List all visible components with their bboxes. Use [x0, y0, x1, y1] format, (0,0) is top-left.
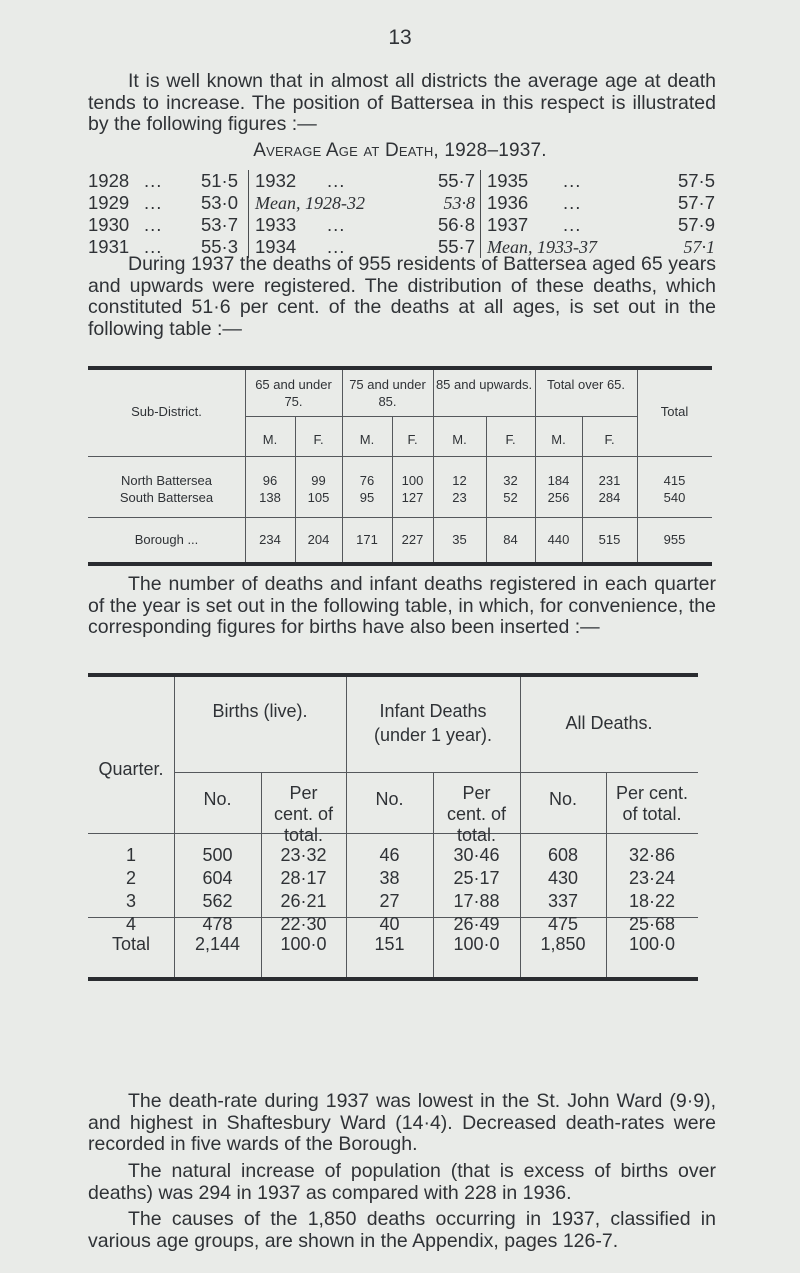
age-row — [249, 214, 481, 236]
table-cell: 95 — [359, 490, 375, 505]
age-row — [88, 170, 248, 192]
page-number: 13 — [388, 26, 412, 49]
table-cell: 52 — [503, 490, 518, 505]
borough-label: Borough ... — [134, 532, 199, 547]
quarterly-deaths-table — [88, 673, 698, 981]
leader-dots: ... — [144, 236, 163, 257]
table-cell: 40 — [379, 914, 400, 934]
quarter-header: Quarter. — [98, 759, 164, 779]
table-cell: 32·86 — [628, 845, 676, 865]
table-cell: 22·30 — [280, 914, 327, 934]
age-value: 55·7 — [437, 170, 475, 191]
table-cell: 415 — [663, 473, 686, 488]
table-cell: 25·68 — [628, 914, 676, 934]
percent-header: Per cent. of total. — [615, 783, 689, 824]
total-cell: 100·0 — [628, 934, 676, 954]
table-cell: 99 — [311, 473, 326, 488]
table-cell: 17·88 — [453, 891, 500, 911]
age-row — [249, 170, 481, 192]
table-cell: 256 — [547, 490, 570, 505]
table-cell: 18·22 — [628, 891, 676, 911]
age-year: 1933 — [255, 214, 297, 235]
number-header: No. — [203, 789, 232, 809]
table-cell: 76 — [359, 473, 375, 488]
births-header: Births (live). — [212, 701, 308, 721]
age-row — [481, 214, 721, 236]
table-cell: 32 — [503, 473, 518, 488]
table-cell: 475 — [547, 914, 579, 934]
table-cell: 478 — [202, 914, 233, 934]
age-value: 57·5 — [677, 170, 715, 191]
age-value: 51·5 — [200, 170, 238, 191]
caption-title: Average Age at Death, — [253, 140, 439, 161]
total-cell: 2,144 — [194, 934, 241, 954]
age-year: 1929 — [88, 192, 130, 213]
table-cell: 28·17 — [280, 868, 327, 888]
percent-header: Per cent. of total. — [273, 783, 334, 845]
table-cell: 562 — [202, 891, 233, 911]
age-row — [88, 214, 248, 236]
header-rule — [245, 416, 637, 417]
age-value: 57·7 — [677, 192, 715, 213]
age-value: 55·3 — [200, 236, 238, 257]
male-header: M. — [359, 432, 375, 447]
age-year: 1932 — [255, 170, 297, 191]
quarterly-intro-paragraph: The number of deaths and infant deaths registered in each quarter of the year is set out in the following table, in which, for convenience, the corresponding figures for births have also been inserted :— — [88, 573, 716, 638]
sub-district-header: Sub-District. — [131, 404, 202, 419]
female-header: F. — [604, 432, 615, 447]
leader-dots: ... — [563, 214, 582, 235]
female-header: F. — [407, 432, 418, 447]
table-cell: 430 — [547, 868, 579, 888]
age-mean-value: 57·1 — [683, 237, 715, 257]
table-cell: 23·24 — [628, 868, 676, 888]
borough-rule — [88, 517, 712, 518]
table-cell: 46 — [379, 845, 400, 865]
male-header: M. — [452, 432, 467, 447]
table-cell: 284 — [598, 490, 621, 505]
age-mean-row — [249, 192, 481, 214]
total-label: Total — [111, 934, 151, 954]
leader-dots: ... — [327, 236, 346, 257]
borough-cell: 515 — [598, 532, 621, 547]
male-header: M. — [262, 432, 278, 447]
causes-paragraph: The causes of the 1,850 deaths occurring in 1937, classified in various age groups, are shown in the Appendix, pages 126-7. — [88, 1208, 716, 1252]
age-value: 56·8 — [437, 214, 475, 235]
leader-dots: ... — [327, 170, 346, 191]
number-header: No. — [375, 789, 404, 809]
total-cell: 1,850 — [540, 934, 586, 954]
quarter-label: 1 — [125, 845, 136, 865]
table-cell: 26·21 — [280, 891, 327, 911]
age-year: 1928 — [88, 170, 130, 191]
average-age-caption — [0, 140, 800, 162]
table-cell: 604 — [202, 868, 233, 888]
borough-cell: 35 — [452, 532, 467, 547]
quarter-label: 2 — [125, 868, 136, 888]
age-column-2 — [248, 170, 481, 258]
table-cell: 337 — [547, 891, 579, 911]
male-header: M. — [551, 432, 566, 447]
infant-deaths-header: Infant Deaths (under 1 year). — [373, 701, 493, 745]
header-bottom-rule — [88, 833, 698, 834]
table-cell: 25·17 — [453, 868, 500, 888]
age-year: 1936 — [487, 192, 529, 213]
average-age-grid — [88, 170, 720, 258]
leader-dots: ... — [563, 170, 582, 191]
age-column-1 — [88, 170, 248, 258]
age-group-header: 65 and under 75. — [255, 377, 332, 409]
borough-cell: 955 — [663, 532, 686, 547]
all-deaths-header: All Deaths. — [565, 713, 653, 733]
table-cell: 231 — [598, 473, 621, 488]
caption-years: 1928–1937. — [444, 140, 547, 161]
female-header: F. — [313, 432, 324, 447]
table-row-label: North Battersea — [120, 473, 213, 488]
header-rule — [174, 772, 698, 773]
age-value: 53·0 — [200, 192, 238, 213]
borough-cell: 227 — [401, 532, 424, 547]
borough-cell: 84 — [503, 532, 518, 547]
table-cell: 96 — [262, 473, 278, 488]
borough-cell: 171 — [356, 532, 378, 547]
leader-dots: ... — [144, 170, 163, 191]
age-value: 53·7 — [200, 214, 238, 235]
age-value: 55·7 — [437, 236, 475, 257]
borough-cell: 204 — [307, 532, 330, 547]
age-group-header: 75 and under 85. — [349, 377, 426, 409]
age-year: 1937 — [487, 214, 529, 235]
total-cell: 100·0 — [453, 934, 500, 954]
female-header: F. — [505, 432, 516, 447]
borough-cell: 234 — [259, 532, 281, 547]
age-row — [481, 170, 721, 192]
deaths-by-age-table — [88, 366, 712, 566]
age-group-header: Total over 65. — [546, 377, 626, 392]
age-year: 1930 — [88, 214, 130, 235]
borough-cell: 440 — [547, 532, 570, 547]
age-year: 1931 — [88, 236, 130, 257]
quarter-label: 3 — [125, 891, 136, 911]
total-cell: 151 — [374, 934, 405, 954]
age-mean-label: Mean, 1928-32 — [255, 193, 365, 213]
table-cell: 608 — [547, 845, 579, 865]
leader-dots: ... — [144, 214, 163, 235]
age-group-header: 85 and upwards. — [435, 377, 533, 392]
table-cell: 184 — [547, 473, 570, 488]
table-cell: 12 — [452, 473, 467, 488]
deaths-65-paragraph: During 1937 the deaths of 955 residents of Battersea aged 65 years and upwards were registered. The distribution of these deaths, which constituted 51·6 per cent. of the deaths at all ages, is set out in the following table :— — [88, 253, 716, 340]
table-cell: 27 — [379, 891, 400, 911]
table-row-label: South Battersea — [119, 490, 214, 505]
age-mean-value: 53·8 — [443, 193, 475, 213]
total-cell: 100·0 — [280, 934, 327, 954]
intro-paragraph: It is well known that in almost all districts the average age at death tends to increase. The position of Battersea in this respect is illustrated by the following figures :— — [88, 70, 716, 135]
age-year: 1935 — [487, 170, 529, 191]
natural-increase-paragraph: The natural increase of population (that is excess of births over deaths) was 294 in 1937 as compared with 228 in 1936. — [88, 1160, 716, 1204]
age-mean-label: Mean, 1933-37 — [487, 237, 597, 257]
table-cell: 105 — [307, 490, 330, 505]
table-cell: 100 — [401, 473, 424, 488]
percent-header: Per cent. of total. — [446, 783, 507, 845]
table-cell: 38 — [379, 868, 400, 888]
age-year: 1934 — [255, 236, 297, 257]
death-rate-paragraph: The death-rate during 1937 was lowest in the St. John Ward (9·9), and highest in Shaftesbury Ward (14·4). Decreased death-rates were recorded in five wards of the Borough. — [88, 1090, 716, 1155]
leader-dots: ... — [563, 192, 582, 213]
age-value: 57·9 — [677, 214, 715, 235]
number-header: No. — [548, 789, 577, 809]
total-header: Total — [660, 404, 689, 419]
leader-dots: ... — [327, 214, 346, 235]
table-cell: 30·46 — [453, 845, 500, 865]
table-cell: 23·32 — [280, 845, 327, 865]
age-row — [88, 192, 248, 214]
table-cell: 540 — [663, 490, 686, 505]
age-column-3 — [480, 170, 721, 258]
leader-dots: ... — [144, 192, 163, 213]
age-row — [481, 192, 721, 214]
table-cell: 500 — [202, 845, 233, 865]
table-cell: 23 — [452, 490, 467, 505]
table-cell: 138 — [259, 490, 281, 505]
header-bottom-rule — [88, 456, 712, 457]
table-cell: 127 — [401, 490, 424, 505]
quarter-label: 4 — [125, 914, 136, 934]
table-cell: 26·49 — [453, 914, 500, 934]
